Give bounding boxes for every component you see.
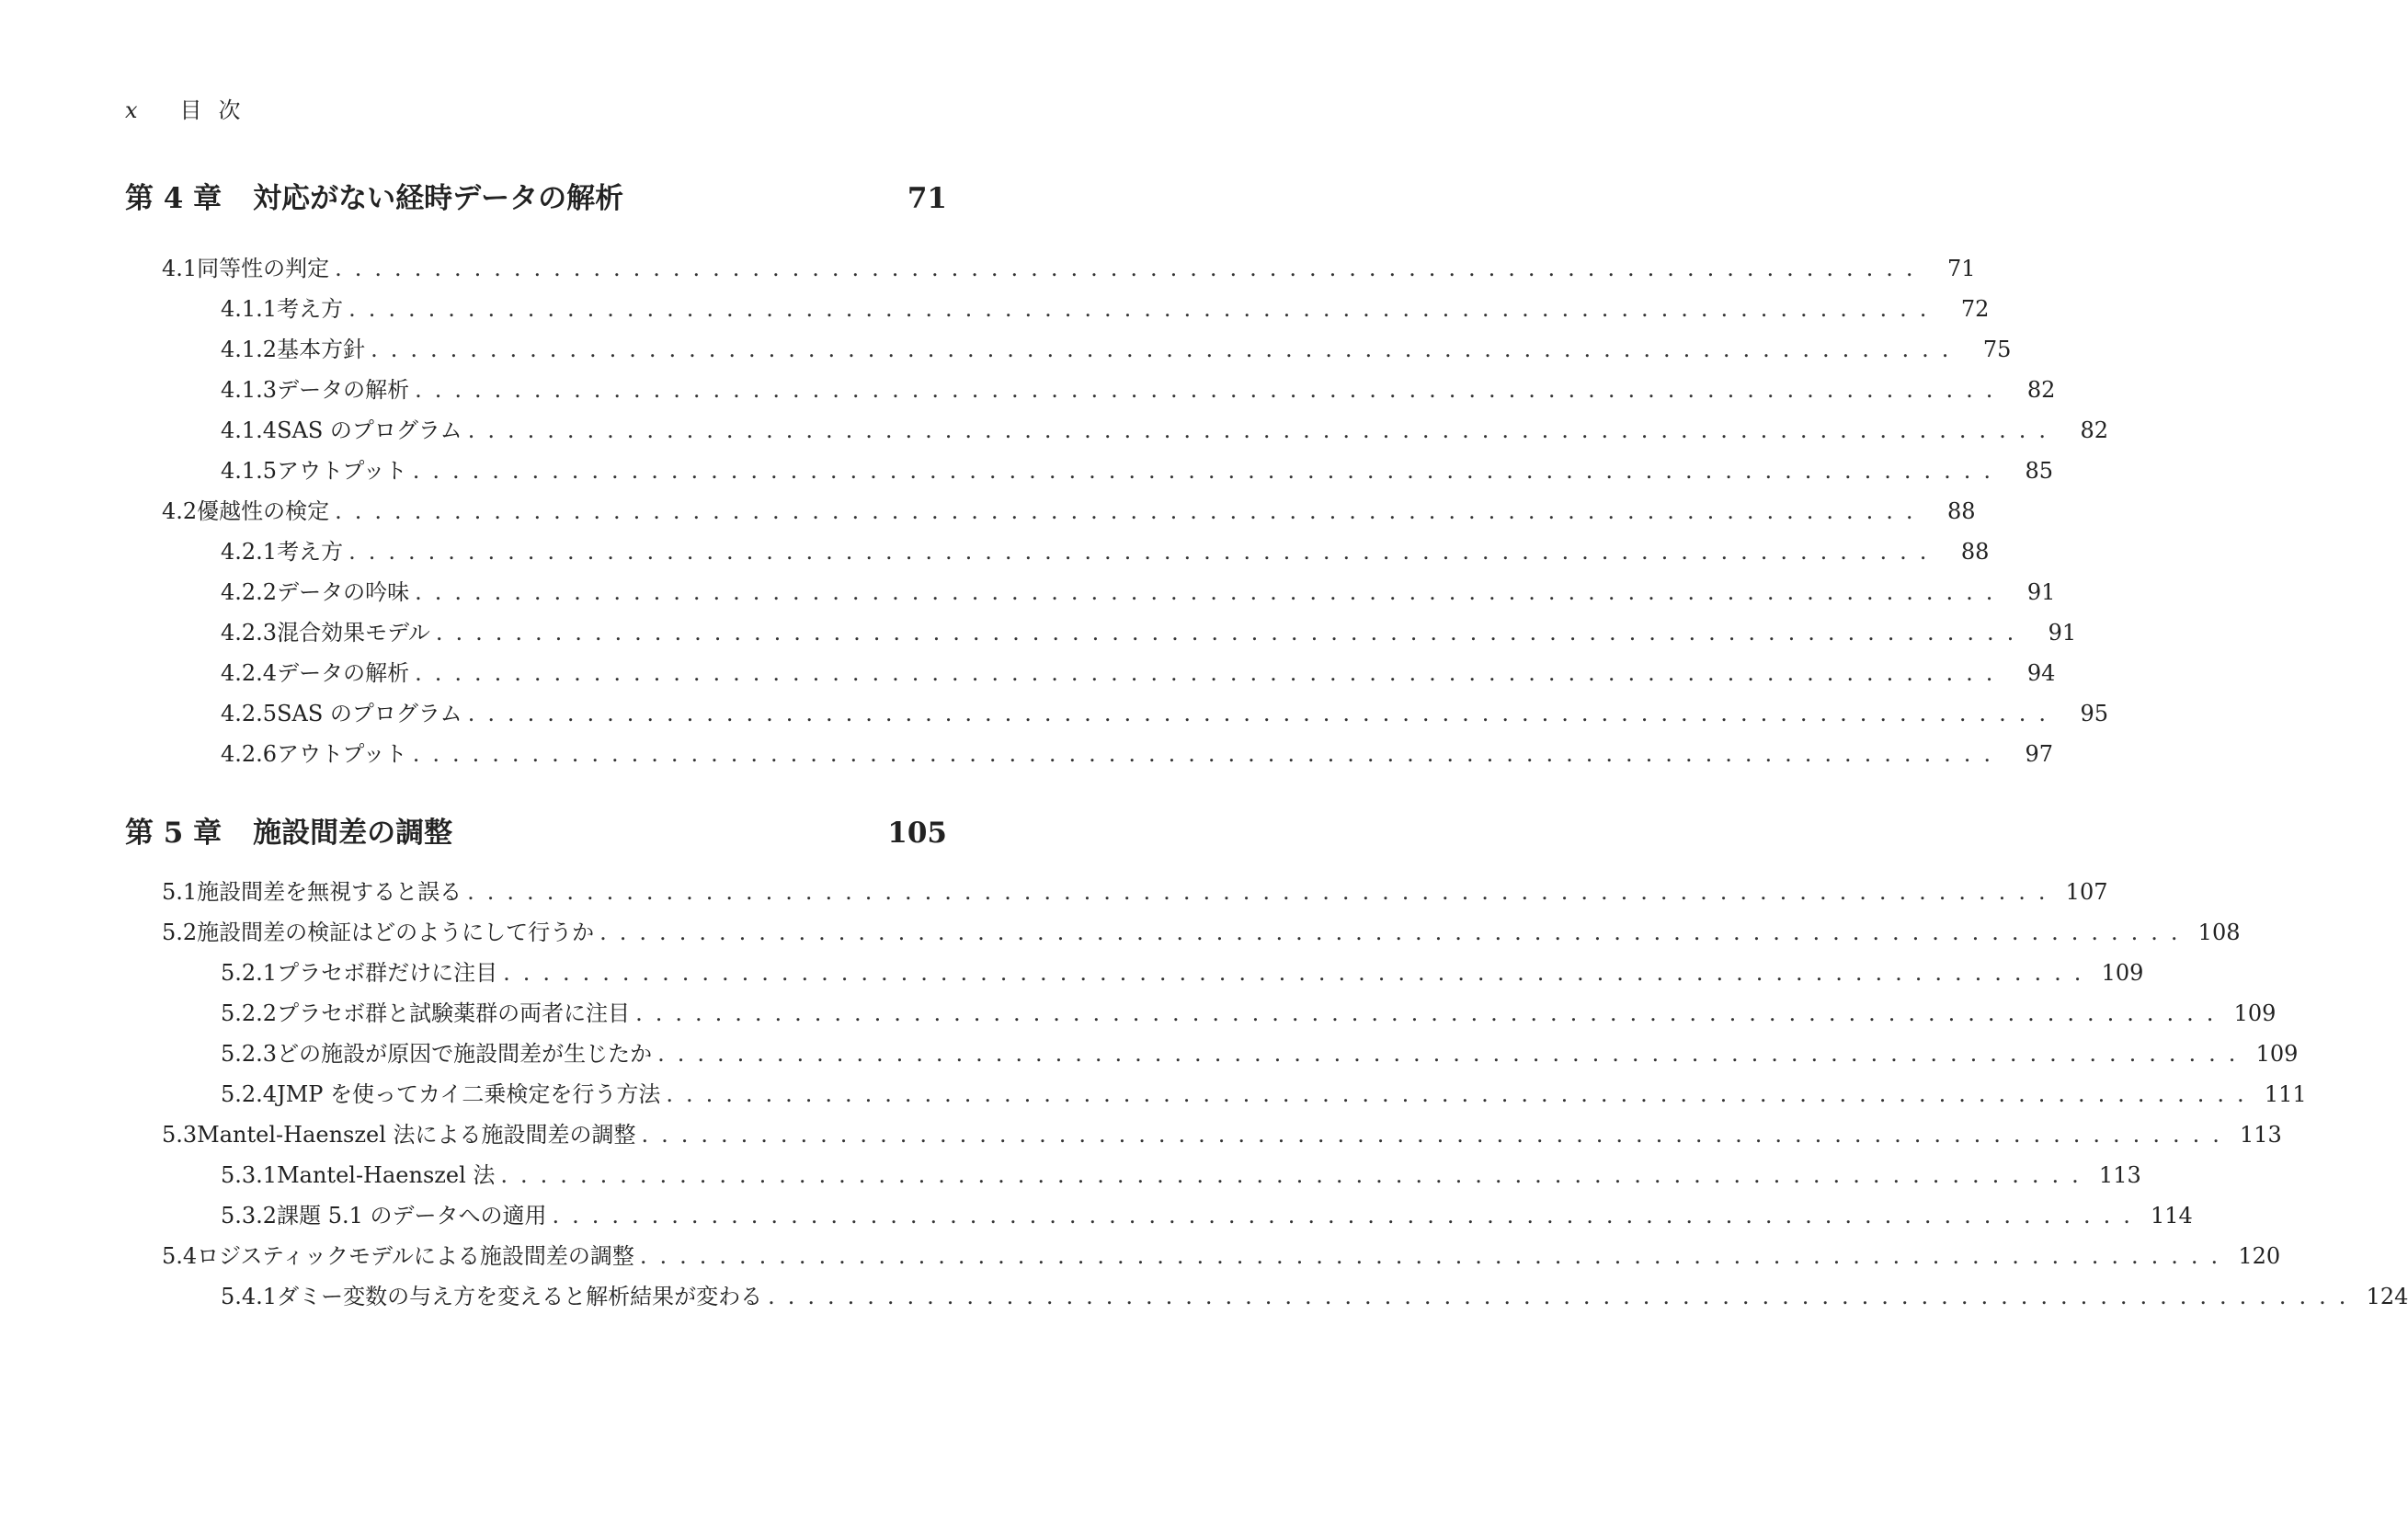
toc-entry-number: 4.1.1 bbox=[221, 296, 278, 322]
dot-leader: ................................................................................ bbox=[435, 620, 2027, 646]
dot-leader: ................................................................................ bbox=[415, 579, 2006, 605]
toc-list-chapter-4 bbox=[125, 250, 2108, 776]
toc-entry-4-2[interactable] bbox=[125, 493, 1976, 533]
toc-entry-page: 113 bbox=[2098, 1162, 2141, 1188]
dot-leader: ................................................................................ bbox=[635, 1000, 2227, 1026]
toc-entry-number: 5.4 bbox=[162, 1243, 198, 1269]
toc-entry-number: 4.2 bbox=[162, 498, 198, 524]
dot-leader: ................................................................................ bbox=[467, 879, 2059, 905]
toc-entry-title: アウトプット bbox=[277, 458, 407, 484]
toc-entry-4-1-3[interactable] bbox=[125, 371, 2056, 412]
toc-entry-page: 85 bbox=[2025, 458, 2053, 484]
toc-entry-number: 4.2.6 bbox=[221, 741, 278, 767]
toc-entry-title: 基本方針 bbox=[277, 337, 366, 362]
toc-entry-number: 4.1.4 bbox=[221, 417, 278, 443]
chapter-label: 第 4 章 bbox=[125, 182, 223, 215]
toc-entry-title: アウトプット bbox=[277, 741, 407, 767]
toc-entry-title: どの施設が原因で施設間差が生じたか bbox=[277, 1041, 653, 1067]
toc-entry-page: 82 bbox=[2080, 417, 2108, 443]
toc-entry-4-1-2[interactable] bbox=[125, 331, 2012, 371]
dot-leader: ................................................................................ bbox=[348, 539, 1940, 565]
header-title: 目次 bbox=[179, 97, 257, 123]
dot-leader: ................................................................................ bbox=[467, 701, 2059, 726]
toc-entry-page: 91 bbox=[2048, 620, 2077, 646]
toc-entry-page: 108 bbox=[2197, 920, 2241, 945]
dot-leader: ................................................................................ bbox=[639, 1243, 2231, 1269]
chapter-label: 第 5 章 bbox=[125, 817, 223, 850]
toc-entry-page: 97 bbox=[2025, 741, 2053, 767]
toc-entry-number: 5.4.1 bbox=[221, 1284, 278, 1309]
toc-entry-title: Mantel-Haenszel 法による施設間差の調整 bbox=[197, 1122, 636, 1148]
dot-leader: ................................................................................ bbox=[599, 920, 2191, 945]
chapter-page: 71 bbox=[907, 182, 947, 215]
toc-entry-5-2-4[interactable] bbox=[125, 1076, 2307, 1116]
dot-leader: ................................................................................ bbox=[467, 417, 2059, 443]
toc-entry-title: プラセボ群と試験薬群の両者に注目 bbox=[277, 1000, 631, 1026]
toc-entry-number: 4.2.5 bbox=[221, 701, 278, 726]
running-header bbox=[125, 92, 257, 124]
toc-list-chapter-5 bbox=[125, 874, 2408, 1319]
toc-entry-page: 124 bbox=[2366, 1284, 2408, 1309]
chapter-heading-4[interactable] bbox=[125, 175, 947, 216]
dot-leader: ................................................................................ bbox=[503, 960, 2094, 986]
toc-entry-title: データの解析 bbox=[277, 660, 410, 686]
toc-entry-title: データの解析 bbox=[277, 377, 410, 403]
toc-entry-5-4-1[interactable] bbox=[125, 1278, 2408, 1319]
toc-entry-page: 114 bbox=[2151, 1203, 2193, 1229]
dot-leader: ................................................................................ bbox=[412, 458, 2003, 484]
chapter-title: 対応がない経時データの解析 bbox=[253, 182, 624, 215]
toc-entry-page: 82 bbox=[2026, 377, 2056, 403]
toc-entry-page: 109 bbox=[2101, 960, 2144, 986]
toc-entry-title: 施設間差の検証はどのようにして行うか bbox=[197, 920, 595, 945]
toc-entry-page: 94 bbox=[2026, 660, 2056, 686]
toc-entry-page: 75 bbox=[1982, 337, 2012, 362]
toc-entry-title: 考え方 bbox=[277, 296, 344, 322]
toc-entry-title: 課題 5.1 のデータへの適用 bbox=[277, 1203, 547, 1229]
toc-entry-4-1-5[interactable] bbox=[125, 452, 2053, 493]
toc-entry-number: 4.2.1 bbox=[221, 539, 278, 565]
toc-entry-page: 91 bbox=[2026, 579, 2056, 605]
toc-entry-number: 5.3 bbox=[162, 1122, 198, 1148]
toc-entry-number: 5.2 bbox=[162, 920, 198, 945]
toc-entry-title: 同等性の判定 bbox=[197, 256, 330, 281]
toc-entry-number: 5.2.4 bbox=[221, 1081, 278, 1107]
toc-entry-page: 88 bbox=[1946, 498, 1976, 524]
toc-entry-4-2-1[interactable] bbox=[125, 533, 1990, 574]
toc-entry-4-1-4[interactable] bbox=[125, 412, 2108, 452]
toc-entry-page: 72 bbox=[1960, 296, 1990, 322]
toc-entry-4-1-1[interactable] bbox=[125, 291, 1990, 331]
toc-entry-5-2-3[interactable] bbox=[125, 1035, 2299, 1076]
chapter-title: 施設間差の調整 bbox=[253, 817, 453, 850]
dot-leader: ................................................................................ bbox=[415, 660, 2006, 686]
toc-entry-title: SAS のプログラム bbox=[277, 417, 462, 443]
toc-entry-number: 4.2.3 bbox=[221, 620, 278, 646]
toc-entry-page: 120 bbox=[2238, 1243, 2281, 1269]
toc-entry-page: 71 bbox=[1946, 256, 1976, 281]
toc-entry-4-1[interactable] bbox=[125, 250, 1976, 291]
toc-entry-page: 109 bbox=[2233, 1000, 2277, 1026]
chapter-heading-5[interactable] bbox=[125, 809, 947, 851]
toc-entry-5-3[interactable] bbox=[125, 1116, 2282, 1157]
toc-entry-number: 5.3.2 bbox=[221, 1203, 278, 1229]
dot-leader: ................................................................................ bbox=[412, 741, 2003, 767]
toc-entry-number: 5.2.1 bbox=[221, 960, 278, 986]
toc-entry-page: 111 bbox=[2264, 1081, 2307, 1107]
toc-entry-number: 4.1.3 bbox=[221, 377, 278, 403]
toc-entry-page: 88 bbox=[1960, 539, 1990, 565]
toc-entry-title: JMP を使ってカイ二乗検定を行う方法 bbox=[277, 1081, 661, 1107]
dot-leader: ................................................................................ bbox=[666, 1081, 2257, 1107]
toc-entry-5-2[interactable] bbox=[125, 914, 2241, 954]
toc-entry-page: 107 bbox=[2065, 879, 2108, 905]
toc-entry-5-3-1[interactable] bbox=[125, 1157, 2141, 1197]
toc-entry-title: Mantel-Haenszel 法 bbox=[277, 1162, 496, 1188]
toc-entry-5-3-2[interactable] bbox=[125, 1197, 2193, 1238]
toc-entry-number: 5.2.2 bbox=[221, 1000, 278, 1026]
dot-leader: ................................................................................ bbox=[500, 1162, 2092, 1188]
dot-leader: ................................................................................ bbox=[335, 498, 1926, 524]
toc-entry-4-2-5[interactable] bbox=[125, 695, 2108, 736]
toc-entry-number: 5.3.1 bbox=[221, 1162, 278, 1188]
toc-entry-page: 113 bbox=[2240, 1122, 2282, 1148]
toc-entry-title: 施設間差を無視すると誤る bbox=[197, 879, 462, 905]
toc-entry-number: 4.2.2 bbox=[221, 579, 278, 605]
toc-entry-title: ロジスティックモデルによる施設間差の調整 bbox=[197, 1243, 634, 1269]
toc-entry-number: 4.2.4 bbox=[221, 660, 278, 686]
toc-entry-number: 4.1.5 bbox=[221, 458, 278, 484]
toc-entry-title: SAS のプログラム bbox=[277, 701, 462, 726]
dot-leader: ................................................................................ bbox=[371, 337, 1962, 362]
dot-leader: ................................................................................ bbox=[415, 377, 2006, 403]
toc-entry-page: 109 bbox=[2255, 1041, 2299, 1067]
dot-leader: ................................................................................ bbox=[552, 1203, 2143, 1229]
toc-entry-number: 5.2.3 bbox=[221, 1041, 278, 1067]
toc-entry-4-2-2[interactable] bbox=[125, 574, 2056, 614]
toc-entry-number: 5.1 bbox=[162, 879, 198, 905]
toc-entry-5-1[interactable] bbox=[125, 874, 2108, 914]
toc-entry-page: 95 bbox=[2080, 701, 2108, 726]
toc-entry-title: 考え方 bbox=[277, 539, 344, 565]
dot-leader: ................................................................................ bbox=[641, 1122, 2232, 1148]
toc-entry-title: データの吟味 bbox=[277, 579, 410, 605]
toc-entry-title: 優越性の検定 bbox=[197, 498, 330, 524]
dot-leader: ................................................................................ bbox=[768, 1284, 2359, 1309]
dot-leader: ................................................................................ bbox=[335, 256, 1926, 281]
dot-leader: ................................................................................ bbox=[657, 1041, 2249, 1067]
toc-entry-5-2-2[interactable] bbox=[125, 995, 2277, 1035]
toc-entry-4-2-4[interactable] bbox=[125, 655, 2056, 695]
toc-entry-4-2-3[interactable] bbox=[125, 614, 2077, 655]
chapter-page: 105 bbox=[887, 817, 947, 850]
page-number: x bbox=[125, 97, 138, 123]
toc-entry-5-2-1[interactable] bbox=[125, 954, 2144, 995]
toc-entry-title: ダミー変数の与え方を変えると解析結果が変わる bbox=[277, 1284, 763, 1309]
toc-entry-number: 4.1 bbox=[162, 256, 198, 281]
toc-entry-5-4[interactable] bbox=[125, 1238, 2281, 1278]
toc-entry-title: プラセボ群だけに注目 bbox=[277, 960, 498, 986]
toc-entry-4-2-6[interactable] bbox=[125, 736, 2053, 776]
dot-leader: ................................................................................ bbox=[348, 296, 1940, 322]
toc-entry-number: 4.1.2 bbox=[221, 337, 278, 362]
toc-entry-title: 混合効果モデル bbox=[277, 620, 430, 646]
